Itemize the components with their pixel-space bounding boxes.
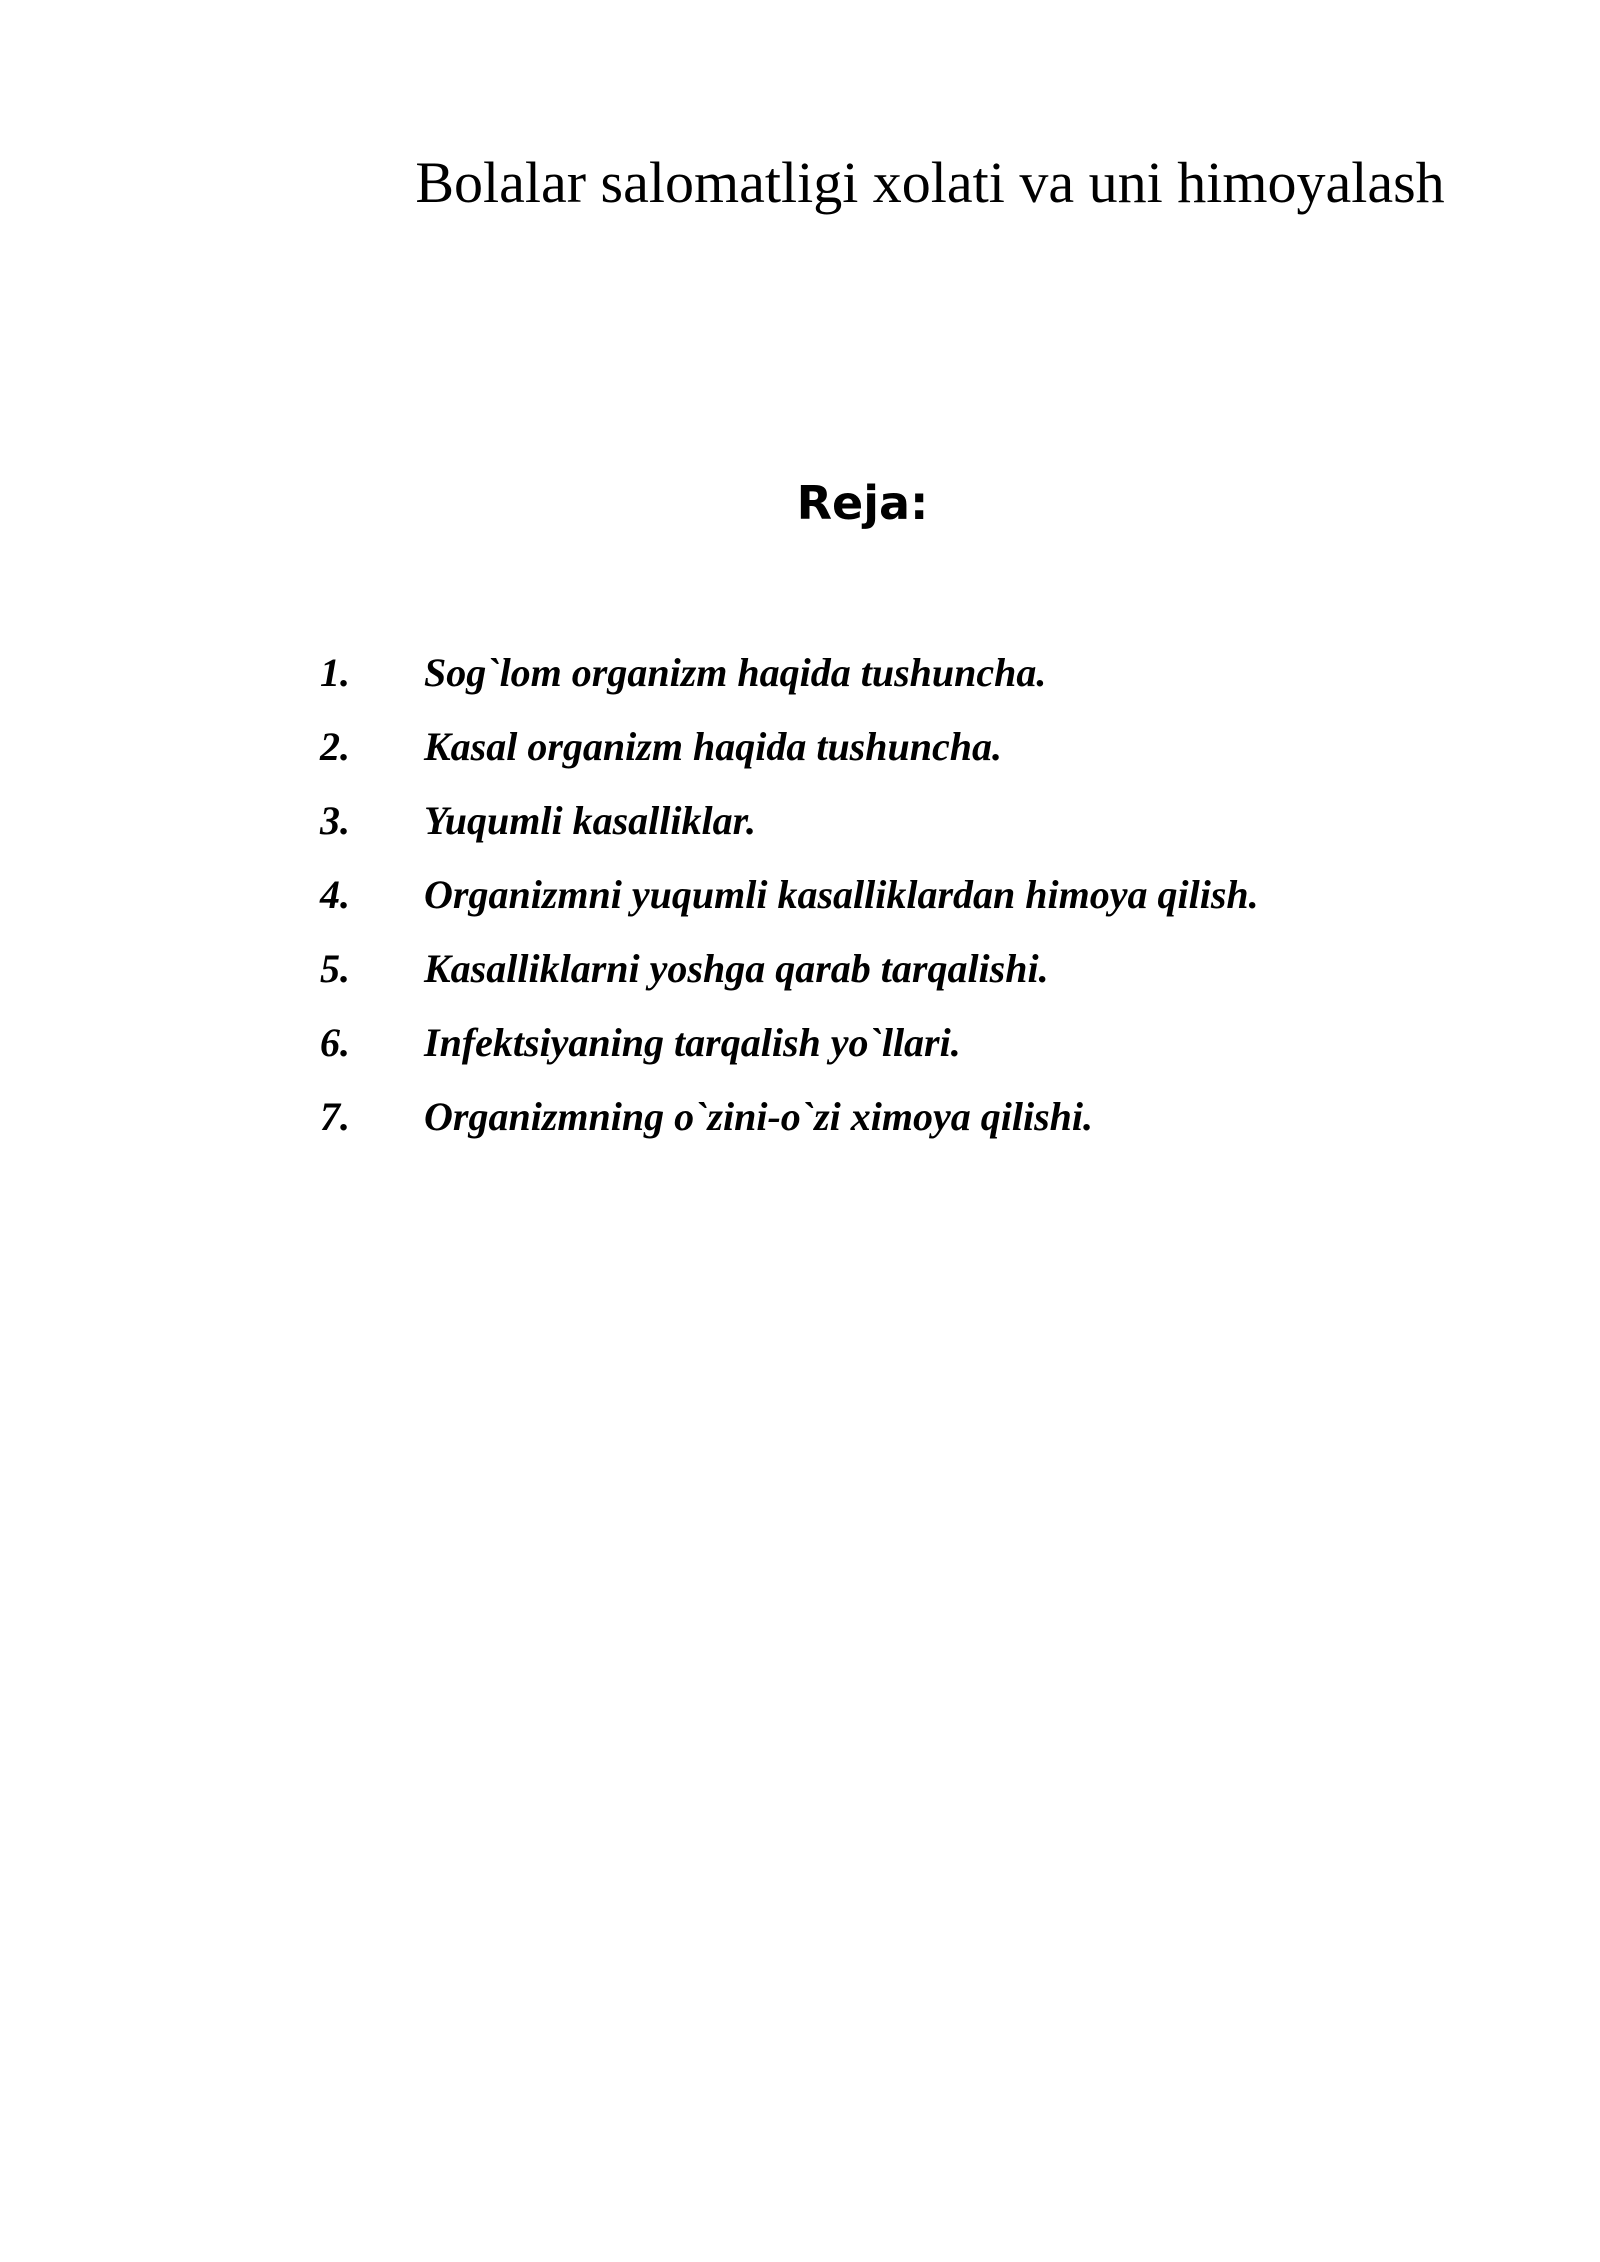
plan-item [320,868,1420,942]
plan-item-text: Kasalliklarni yoshga qarab tarqalishi. [424,946,1049,991]
plan-item-text: Organizmni yuqumli kasalliklardan himoya qilish. [424,872,1259,917]
plan-item-number: 6. [320,1020,350,1065]
plan-item-text: Organizmning o`zini-o`zi ximoya qilishi. [424,1094,1094,1139]
plan-item-number: 4. [320,872,350,917]
plan-heading: Reja: [796,476,929,530]
plan-item-text: Yuqumli kasalliklar. [424,798,756,843]
plan-item [320,646,1420,720]
plan-item [320,1016,1420,1090]
plan-item-number: 5. [320,946,350,991]
plan-item-text: Sog`lom organizm haqida tushuncha. [424,650,1047,695]
plan-item-text: Infektsiyaning tarqalish yo`llari. [424,1020,961,1065]
plan-item [320,794,1420,868]
plan-item [320,1090,1420,1164]
plan-list [320,646,1420,1164]
plan-item-number: 7. [320,1094,350,1139]
document-title: Bolalar salomatligi xolati va uni himoyalash [415,150,1445,215]
plan-item-number: 1. [320,650,350,695]
plan-item-number: 3. [320,798,350,843]
plan-item-text: Kasal organizm haqida tushuncha. [424,724,1002,769]
plan-item-number: 2. [320,724,350,769]
plan-item [320,942,1420,1016]
plan-item [320,720,1420,794]
